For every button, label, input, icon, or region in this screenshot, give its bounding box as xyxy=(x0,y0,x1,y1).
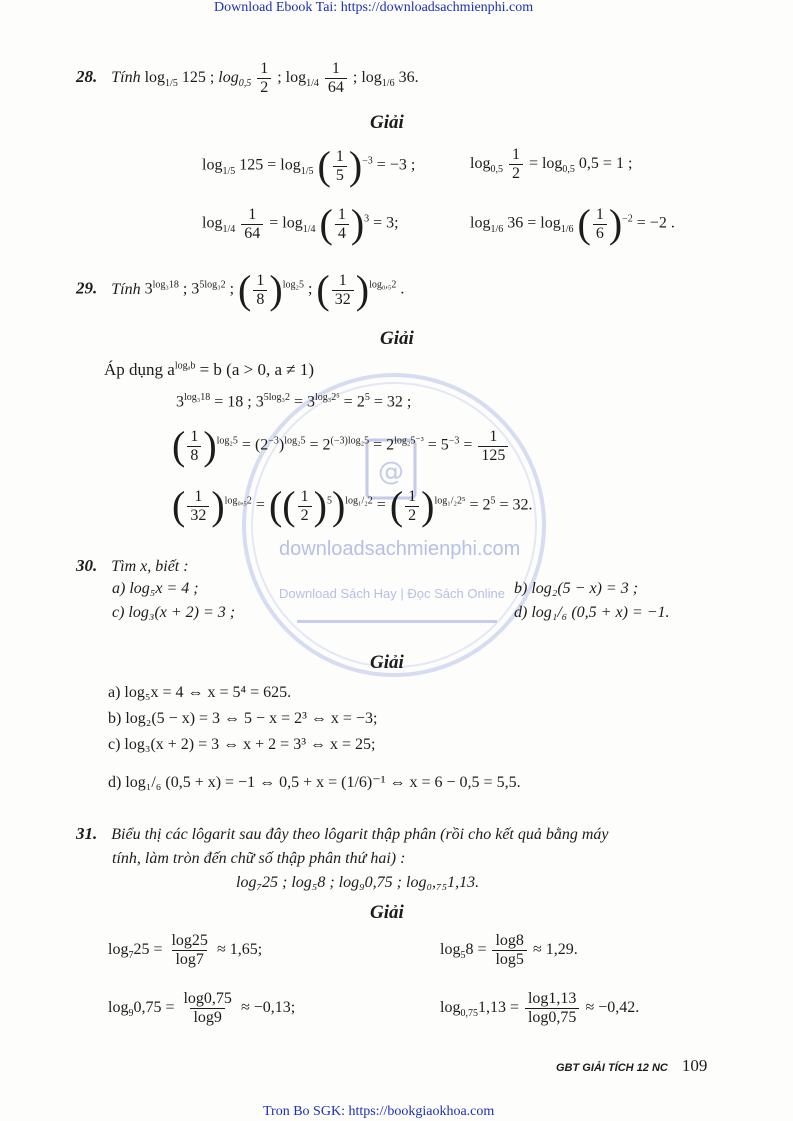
problem-28-solution-3: $\log_{1/4}$ $\frac{1}{64}$ = $\log_{1/4}$ ( $\frac{1}{4}$ )$^3$ = 3; xyxy=(202,201,399,246)
page-footer xyxy=(556,1056,707,1076)
problem-number: 31. xyxy=(76,824,98,843)
problem-30-c: c) log₃(x + 2) = 3 ; xyxy=(112,604,236,621)
problem-number: 28. xyxy=(76,66,98,86)
problem-verb: Tính xyxy=(111,68,141,86)
problem-30-solution-a: a) log₅x = 4 ⇔ x = 5⁴ = 625. xyxy=(108,684,292,701)
sgk-link[interactable]: Tron Bo SGK: https://bookgiaokhoa.com xyxy=(263,1104,495,1119)
problem-31-solution-title: Giải xyxy=(370,902,404,923)
problem-30-solution-d: d) log₁/₆ (0,5 + x) = −1 ⇔ 0,5 + x = (1/6)⁻¹ ⇔ x = 6 − 0,5 = 5,5. xyxy=(108,774,521,791)
problem-29-line-2: ( $\frac{1}{8}$ )$^{log_25} = (2^{-3})^{log_25} = 2^{(-3)log_25} = 2^{log_25^{-3}} = 5^{-3}$ = $\frac{1}{125}$ xyxy=(172,426,510,466)
problem-29-line-1: $3^{log_318} = 18$ ; $3^{5log_32} = 3^{log_32^5} = 2^5 = 32$ ; xyxy=(176,392,412,411)
problem-28-solution-2: $\log_{0,5}$ $\frac{1}{2}$ = $\log_{0,5} 0,5 = 1$ ; xyxy=(470,146,633,182)
problem-28-statement: 28. Tính $\log_{1/5} 125$ ; $\log_{0,5}$ $\frac{1}{2}$ ; $\log_{1/4}$ $\frac{1}{64}$ ; $\log_{1/6} 36$. xyxy=(76,60,419,96)
problem-30-b: b) log₂(5 − x) = 3 ; xyxy=(514,580,639,597)
problem-30-text: Tìm x, biết : xyxy=(111,558,189,575)
watermark-site: downloadsachmienphi.com xyxy=(279,538,521,560)
problem-31-solution-2: $\log_58$ = $\frac{\log 8}{\log 5}$ ≈ 1,29. xyxy=(440,932,578,968)
problem-31-list: log₇25 ; log₅8 ; log₉0,75 ; log₀,₇₅1,13. xyxy=(236,874,480,891)
problem-29-solution-title: Giải xyxy=(380,328,414,349)
book-title: GBT GIẢI TÍCH 12 NC xyxy=(556,1062,668,1074)
problem-number: 29. xyxy=(76,278,98,298)
problem-28-solution-1: $\log_{1/5} 125 = \log_{1/5}$ ( $\frac{1}{5}$ )$^{-3}$ = −3 ; xyxy=(202,143,416,188)
watermark-tagline: Download Sách Hay | Đọc Sách Online xyxy=(279,586,505,601)
problem-31-solution-1: $\log_725$ = $\frac{\log 25}{\log 7}$ ≈ 1,65; xyxy=(108,932,263,968)
problem-28-solution-title: Giải xyxy=(370,112,404,133)
page-number: 109 xyxy=(681,1056,708,1075)
problem-number: 30. xyxy=(76,556,98,575)
problem-30-solution-title: Giải xyxy=(370,652,404,673)
problem-31-text-1: Biểu thị các lôgarit sau đây theo lôgarit thập phân (rồi cho kết quả bằng máy xyxy=(111,826,609,843)
problem-30-solution-b: b) log₂(5 − x) = 3 ⇔ 5 − x = 2³ ⇔ x = −3; xyxy=(108,710,378,727)
problem-31-statement-1 xyxy=(76,824,609,844)
problem-29-statement: 29. Tính $3^{log_318}$ ; $3^{5log_32}$ ; ( $\frac{1}{8}$ )$^{log_25}$ ; ( $\frac{1}{32}$ )$^{log_0,_52}$ . xyxy=(76,267,405,312)
download-ebook-link[interactable]: Download Ebook Tai: https://downloadsachmienphi.com xyxy=(214,0,534,15)
problem-28-solution-4: $\log_{1/6} 36 = \log_{1/6}$ ( $\frac{1}{6}$ )$^{-2}$ = −2 . xyxy=(470,201,675,246)
problem-31-solution-4: $\log_{0,75}1,13$ = $\frac{\log 1,13}{\log 0,75}$ ≈ −0,42. xyxy=(440,990,640,1026)
problem-31-solution-3: $\log_90,75$ = $\frac{\log 0,75}{\log 9}$ ≈ −0,13; xyxy=(108,990,296,1026)
problem-30-d: d) log₁/₆ (0,5 + x) = −1. xyxy=(514,604,670,621)
problem-30-title xyxy=(76,556,189,576)
problem-30-solution-c: c) log₃(x + 2) = 3 ⇔ x + 2 = 3³ ⇔ x = 25; xyxy=(108,736,376,753)
problem-30-a: a) log₅x = 4 ; xyxy=(112,580,199,597)
svg-text:@: @ xyxy=(378,457,404,487)
problem-29-rule: Áp dụng $a^{log_ab} = b$ (a > 0, a ≠ 1) xyxy=(104,360,315,379)
problem-verb: Tính xyxy=(111,280,141,298)
problem-29-line-3: ( $\frac{1}{32}$ )$^{log_0,_52}$ = (( $\frac{1}{2}$ )$^5$)$^{log_1/_22}$ = ( $\frac{1}{2}$ )$^{log_1/_22^5} = 2^5 = 32$. xyxy=(172,483,533,528)
problem-31-statement-2: tính, làm tròn đến chữ số thập phân thứ hai) : xyxy=(112,850,406,867)
